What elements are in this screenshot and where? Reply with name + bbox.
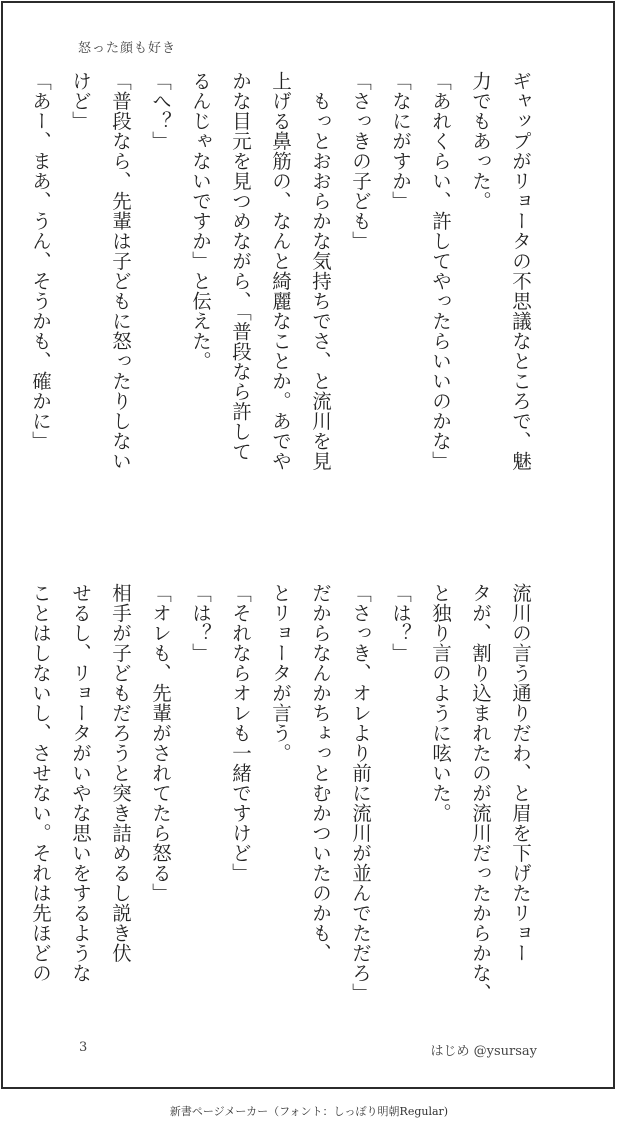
text-line: 上げる鼻筋の、なんと綺麗なことか。あでや [269,71,292,471]
text-line: 相手が子どもだろうと突き詰めるし説き伏 [109,583,132,963]
text-line: 「さっきの子ども」 [349,71,372,251]
text-line: るんじゃないですか」と伝えた。 [189,71,212,371]
page-number: 3 [79,1040,88,1055]
text-line: 力でもあった。 [469,71,492,211]
text-line: 「へ？」 [149,71,172,151]
text-line: だからなんかちょっとむかついたのかも、 [309,583,332,963]
text-line: せるし、リョータがいやな思いをするような [69,583,92,983]
text-block-top [20,71,540,511]
text-line: タが、割り込まれたのが流川だったからかな、 [469,583,492,1003]
book-page [1,1,615,1089]
running-title: 怒った顔も好き [78,41,177,56]
text-block-bottom [20,583,540,1023]
generator-caption: 新書ページメーカー（フォント：しっぽり明朝Regular) [169,1105,449,1118]
text-line: もっとおおらかな気持ちでさ、と流川を見 [309,71,332,471]
text-line: 「オレも、先輩がされてたら怒る」 [149,583,172,903]
text-line: ギャップがリョータの不思議なところで、魅 [509,71,532,471]
text-line: ことはしないし、させない。それは先ほどの [29,583,52,983]
text-line: けど」 [69,71,92,131]
text-line: 「は？」 [389,583,412,663]
text-line: かな目元を見つめながら、「普段なら許して [229,71,252,462]
text-line: と独り言のように呟いた。 [429,583,452,823]
text-line: 「は？」 [189,583,212,663]
text-line: 流川の言う通りだわ、と眉を下げたリョー [509,583,532,963]
text-line: 「さっき、オレより前に流川が並んでただろ」 [349,583,372,1003]
text-line: 「あれくらい、許してやったらいいのかな」 [429,71,452,471]
text-line: 「あー、まあ、うん、そうかも、確かに」 [29,71,52,451]
text-line: とリョータが言う。 [269,583,292,763]
author-credit: はじめ @ysursay [430,1044,537,1059]
text-line: 「それならオレも一緒ですけど」 [229,583,252,883]
text-line: 「なにがすか」 [389,71,412,211]
text-line: 「普段なら、先輩は子どもに怒ったりしない [109,71,132,471]
